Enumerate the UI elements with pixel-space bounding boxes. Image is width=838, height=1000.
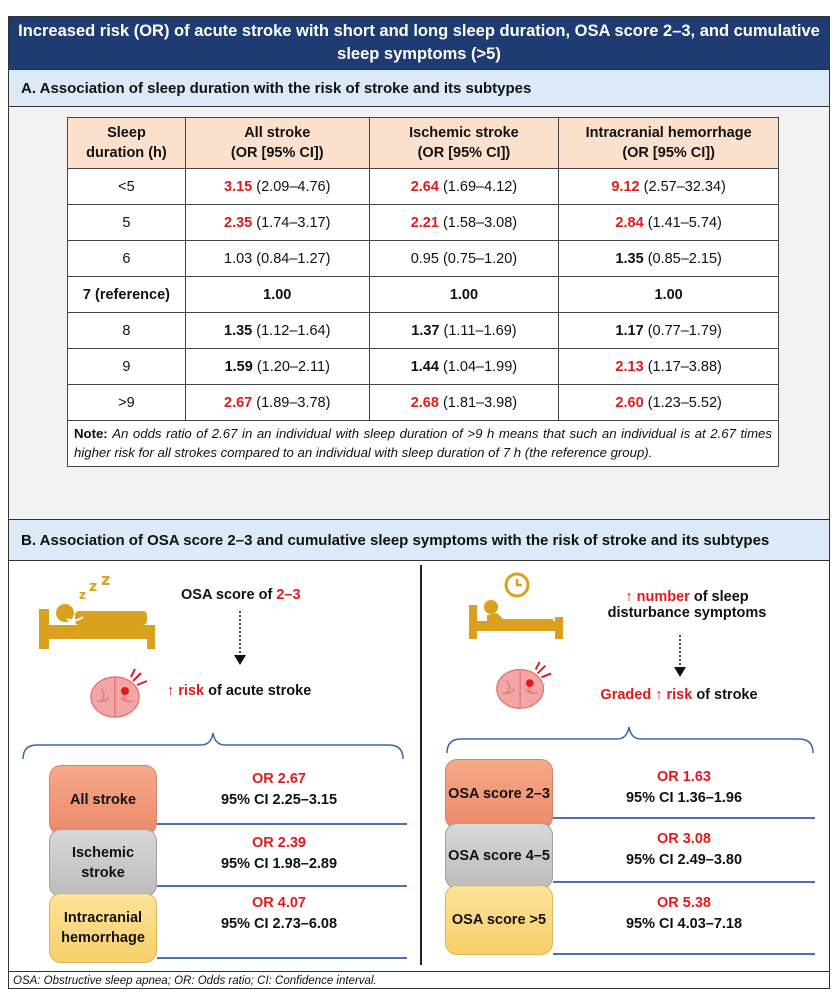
table-row [68, 169, 779, 205]
right-or-3: OR 5.38 95% CI 4.03–7.18 [625, 895, 743, 932]
ci-value: (1.04–1.99) [442, 358, 518, 375]
ci-value: (1.81–3.98) [442, 394, 518, 411]
ci-value: (0.75–1.20) [442, 250, 518, 267]
right-or-1: OR 1.63 95% CI 1.36–1.96 [625, 769, 743, 806]
left-line-1 [157, 823, 407, 825]
or-value: 2.21 [410, 214, 439, 231]
svg-text:z: z [89, 579, 98, 595]
right-down-arrow-icon [673, 635, 687, 679]
right-effect-text: Graded ↑ risk of stroke [600, 687, 758, 703]
sleeping-person-icon [37, 575, 159, 651]
ci-value: (1.20–2.11) [256, 358, 330, 375]
right-or-2: OR 3.08 95% CI 2.49–3.80 [625, 831, 743, 868]
duration-cell: 9 [68, 349, 186, 385]
or-value: 1.03 [224, 250, 253, 267]
or-cell [369, 385, 559, 421]
ci-value: (0.85–2.15) [647, 250, 722, 267]
or-value: 2.68 [410, 394, 439, 411]
left-or-3: OR 4.07 95% CI 2.73–6.08 [220, 895, 338, 932]
or-cell [559, 313, 779, 349]
col-header-ischemic: Ischemic stroke (OR [95% CI]) [369, 118, 559, 169]
left-box-ischemic: Ischemic stroke [49, 829, 157, 897]
or-cell [369, 169, 559, 205]
brain-alert-icon [87, 667, 151, 723]
or-cell [185, 241, 369, 277]
right-line-2 [553, 881, 815, 883]
right-box-osa-gt5: OSA score >5 [445, 885, 553, 955]
or-value: 0.95 [410, 250, 439, 267]
or-value: 1.00 [654, 286, 683, 303]
table-row [68, 205, 779, 241]
or-cell [185, 349, 369, 385]
section-b-body [9, 561, 829, 971]
or-cell [559, 385, 779, 421]
or-cell [185, 277, 369, 313]
ci-value: (1.89–3.78) [256, 394, 331, 411]
brain-alert-icon-right [493, 659, 555, 715]
right-box-osa-4-5: OSA score 4–5 [445, 823, 553, 889]
left-or-2: OR 2.39 95% CI 1.98–2.89 [220, 835, 338, 872]
or-cell [369, 241, 559, 277]
ci-value: (0.77–1.79) [647, 322, 722, 339]
duration-cell: 6 [68, 241, 186, 277]
left-box-all-stroke: All stroke [49, 765, 157, 835]
or-cell [559, 349, 779, 385]
infographic-frame [8, 16, 830, 989]
or-value: 1.00 [263, 286, 292, 303]
or-value: 2.67 [224, 394, 253, 411]
left-box-ich: Intracranial hemorrhage [49, 893, 157, 963]
or-value: 1.44 [410, 358, 439, 375]
left-cause-text: OSA score of 2–3 [181, 587, 301, 603]
duration-cell: 7 (reference) [68, 277, 186, 313]
ci-value: (1.58–3.08) [442, 214, 518, 231]
table-row [68, 349, 779, 385]
or-value: 2.64 [410, 178, 439, 195]
or-value: 2.35 [224, 214, 253, 231]
col-header-all-stroke: All stroke (OR [95% CI]) [185, 118, 369, 169]
or-cell [369, 205, 559, 241]
ci-value: (1.74–3.17) [256, 214, 331, 231]
or-cell [185, 385, 369, 421]
duration-cell: 8 [68, 313, 186, 349]
svg-text:z: z [101, 575, 111, 589]
left-line-3 [157, 957, 407, 959]
or-value: 1.37 [411, 322, 440, 339]
left-or-1: OR 2.67 95% CI 2.25–3.15 [220, 771, 338, 808]
abbreviations-footer: OSA: Obstructive sleep apnea; OR: Odds ratio; CI: Confidence interval. [9, 971, 829, 990]
table-row [68, 241, 779, 277]
or-cell [369, 277, 559, 313]
section-b-heading: B. Association of OSA score 2–3 and cumulative sleep symptoms with the risk of stroke and its subtypes [9, 519, 829, 561]
right-brace [445, 723, 815, 755]
ci-value: (0.84–1.27) [256, 250, 331, 267]
section-a-body [9, 107, 829, 519]
ci-value: (1.17–3.88) [647, 358, 722, 375]
svg-text:z: z [79, 588, 86, 602]
ci-value: (2.09–4.76) [256, 178, 331, 195]
ci-value: (2.57–32.34) [643, 178, 726, 195]
or-cell [559, 205, 779, 241]
sleep-duration-table [67, 117, 779, 467]
right-line-3 [553, 953, 815, 955]
or-value: 2.60 [615, 394, 644, 411]
left-brace [21, 729, 405, 761]
right-box-osa-2-3: OSA score 2–3 [445, 759, 553, 829]
duration-cell: <5 [68, 169, 186, 205]
duration-cell: 5 [68, 205, 186, 241]
or-cell [559, 277, 779, 313]
or-value: 1.00 [449, 286, 479, 303]
or-cell [559, 241, 779, 277]
col-header-duration: Sleep duration (h) [68, 118, 186, 169]
table-row [68, 277, 779, 313]
ci-value: (1.11–1.69) [443, 322, 517, 339]
or-cell [559, 169, 779, 205]
panel-divider [420, 565, 422, 965]
table-row [68, 385, 779, 421]
right-cause-text: ↑ number of sleep disturbance symptoms [607, 589, 767, 621]
or-value: 1.35 [224, 322, 253, 339]
duration-cell: >9 [68, 385, 186, 421]
right-line-1 [553, 817, 815, 819]
ci-value: (1.41–5.74) [647, 214, 722, 231]
section-a-heading: A. Association of sleep duration with the risk of stroke and its subtypes [9, 69, 829, 107]
or-cell [369, 313, 559, 349]
left-line-2 [157, 885, 407, 887]
or-cell [185, 169, 369, 205]
left-effect-text: ↑ risk of acute stroke [167, 683, 312, 699]
or-value: 2.13 [615, 358, 644, 375]
table-row [68, 313, 779, 349]
col-header-ich: Intracranial hemorrhage (OR [95% CI]) [559, 118, 779, 169]
or-value: 1.17 [615, 322, 644, 339]
or-value: 2.84 [615, 214, 644, 231]
or-cell [185, 313, 369, 349]
or-value: 1.59 [224, 358, 253, 375]
ci-value: (1.23–5.52) [647, 394, 722, 411]
or-value: 9.12 [611, 178, 640, 195]
left-down-arrow-icon [233, 611, 247, 667]
ci-value: (1.12–1.64) [256, 322, 331, 339]
ci-value: (1.69–4.12) [442, 178, 518, 195]
or-value: 1.35 [615, 250, 644, 267]
title-banner: Increased risk (OR) of acute stroke with short and long sleep duration, OSA score 2–3, and cumulative sleep symptoms (>5) [9, 17, 829, 69]
or-cell [369, 349, 559, 385]
or-value: 3.15 [224, 178, 253, 195]
table-note: Note: An odds ratio of 2.67 in an individual with sleep duration of >9 h means that such an individual is at 2.67 times higher risk for all strokes compared to an individual with sleep duration of 7 h (the reference group). [68, 421, 779, 467]
bed-with-clock-icon [467, 571, 567, 641]
or-cell [185, 205, 369, 241]
